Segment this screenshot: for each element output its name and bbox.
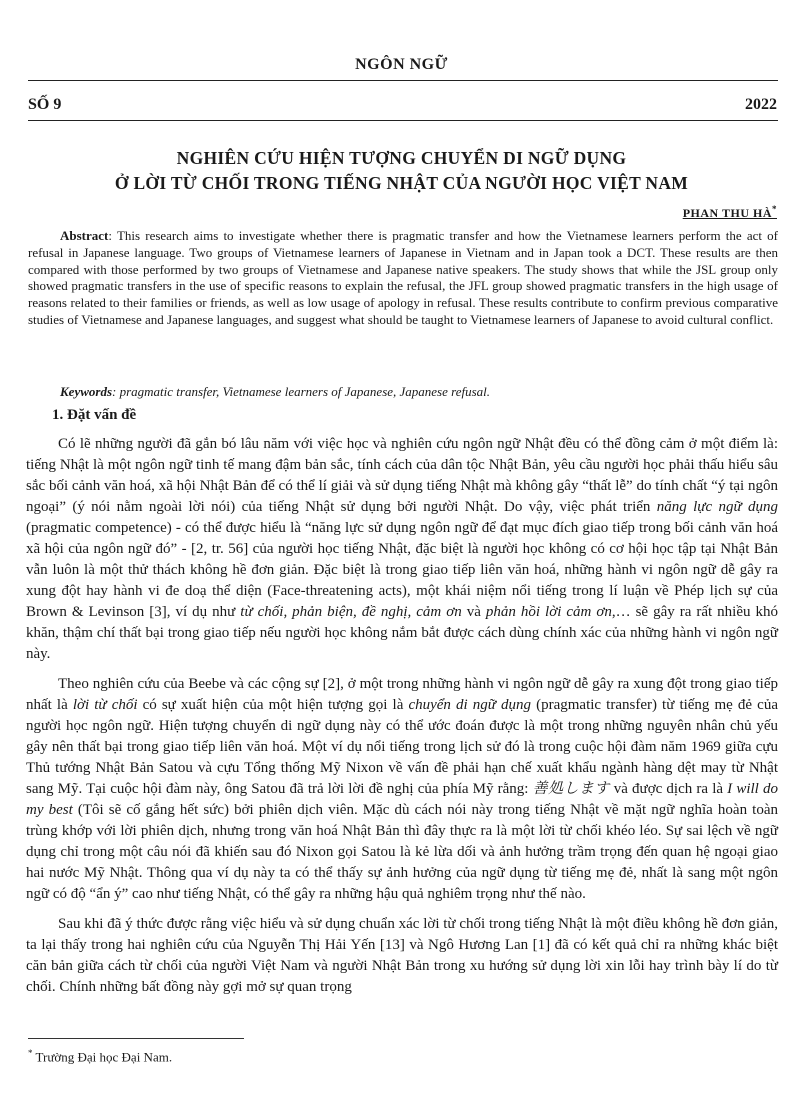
keywords-text: : pragmatic transfer, Vietnamese learners of Japanese, Japanese refusal.: [112, 384, 491, 399]
journal-name: NGÔN NGỮ: [355, 56, 448, 73]
p1-text-c: (pragmatic competence) - có thể được hiểu là “năng lực sử dụng ngôn ngữ để đạt mục đích giao tiếp trong bối cảnh văn hoá xã hội của ngôn ngữ đó” - [2, tr. 56] của người học tiếng Nhật, đặc biệt là người học không có cơ hội học tập tại Nhật Bản vẫn luôn là một thử thách không hề đơn giản. Đặc biệt là trong giao tiếp liên văn hoá, những hành vi ngôn ngữ dễ gây ra xung đột hay hành vi đe doạ thể diện (Face-threatening acts), một khái niệm nổi tiếng trong lí luận về Phép lịch sự của Brown & Levinson [3], ví dụ như: [26, 520, 778, 620]
p2-term-pragmatic-transfer: chuyển di ngữ dụng: [408, 697, 532, 713]
p2-translation: I will do my best: [26, 781, 778, 818]
p2-text-a: Theo nghiên cứu của Beebe và các cộng sự [2], ở một trong những hành vi ngôn ngữ dễ gây ra xung đột trong giao tiếp nhất là: [26, 676, 778, 713]
footnote-text: Trường Đại học Đại Nam.: [32, 1049, 173, 1065]
p2-text-c: có sự xuất hiện của một hiện tượng gọi là: [137, 697, 409, 713]
paragraph-2: [26, 674, 778, 905]
p2-text-f: và được dịch ra là: [609, 781, 728, 797]
title-line-1: NGHIÊN CỨU HIỆN TƯỢNG CHUYỂN DI NGỮ DỤNG: [176, 148, 627, 168]
header-rule-bottom: [28, 120, 778, 121]
keywords: [28, 384, 778, 401]
p1-term-pragmatic-competence: năng lực ngữ dụng: [656, 499, 778, 515]
p2-text-e: (pragmatic transfer) từ tiếng mẹ đẻ của người học ngôn ngữ. Hiện tượng chuyển di ngữ dụng này có thể ước đoán được là một trong những nguyên nhân chủ yếu gây nên thất bại trong giao tiếp liên văn hoá. Một ví dụ nổi tiếng trong lịch sử đó là trong cuộc hội đàm năm 1969 giữa cựu Thủ tướng Nhật Bản Satou và cựu Tổng thống Mỹ Nixon về vấn đề phải hạn chế xuất khẩu ngành hàng dệt may từ Nhật sang Mỹ. Tại cuộc hội đàm này, ông Satou đã trả lời lời đề nghị của phía Mỹ rằng:: [26, 697, 778, 797]
footnote: [28, 1048, 172, 1065]
p1-text-e: và: [461, 604, 486, 620]
abstract: [28, 228, 778, 329]
abstract-label: Abstract: [60, 228, 109, 243]
section-heading: 1. Đặt vấn đề: [52, 407, 137, 423]
p1-example-response: phản hồi lời cảm ơn: [485, 604, 612, 620]
paragraph-3: Sau khi đã ý thức được rằng việc hiểu và sử dụng chuẩn xác lời từ chối trong tiếng Nhật là một điều không hề đơn giản, ta lại thấy trong hai nghiên cứu của Nguyễn Thị Hải Yến [13] và Ngô Hương Lan [1] đã có kết quả chỉ ra những khác biệt căn bản giữa cách từ chối của người Việt Nam và người Nhật Bản trong xu hướng sử dụng lời xin lỗi hay trình bày lí do từ chối. Chính những bất đồng này gợi mở sự quan trọng: [26, 916, 778, 995]
article-title: [40, 146, 763, 196]
p1-text-a: Có lẽ những người đã gắn bó lâu năm với việc học và nghiên cứu ngôn ngữ Nhật đều có thể đồng cảm ở một điểm là: tiếng Nhật là một ngôn ngữ tinh tế mang đậm bản sắc, tính cách của dân tộc Nhật Bản, yêu cầu người học phải thấu hiểu sâu sắc bối cảnh văn hoá, xã hội Nhật Bản để có thể lí giải và sử dụng tiếng Nhật mà không gây “thất lễ” do tính chất “ý tại ngôn ngoại” (ý nói nằm ngoài lời nói) của tiếng Nhật sử dụng bởi người Nhật. Do vậy, việc phát triển: [26, 436, 778, 515]
author-text: PHAN THU HÀ: [682, 206, 772, 220]
paragraph-1: [26, 434, 778, 665]
p1-examples: từ chối, phản biện, đề nghị, cảm ơn: [240, 604, 462, 620]
issue-year: 2022: [745, 96, 777, 113]
footnote-mark: *: [28, 1048, 33, 1058]
header-rule-top: [28, 80, 778, 81]
footnote-rule: [28, 1038, 244, 1039]
p2-term-refusal: lời từ chối: [72, 697, 138, 713]
abstract-text: : This research aims to investigate whether there is pragmatic transfer and how the Vietnamese learners perform the act of refusal in Japanese language. Two groups of Vietnamese learners of Japanese in Vietnam and in Japan took a DCT. These results are then compared with those performed by two groups of Vietnamese and Japanese native speakers. The study shows that while the JSL group only showed pragmatic transfers in the use of specific reasons to explain the refusal, the JFL group showed pragmatic transfers in the high usage of reasons related to their families or friends, as well as low usage of apology in refusal. These results contribute to confirm previous comparative studies of Vietnamese and Japanese languages, and suggest what should be taught to Vietnamese learners of Japanese to avoid cultural conflict.: [28, 228, 778, 327]
keywords-label: Keywords: [60, 384, 112, 399]
p2-japanese-quote: 善処します: [532, 781, 610, 797]
p1-text-g: ,… sẽ gây ra rất nhiều khó khăn, thậm chí thất bại trong giao tiếp nếu người học không nắm bắt được cách dùng chính xác của những hành vi ngôn ngữ này.: [26, 604, 778, 662]
author-name: [683, 204, 777, 221]
issue-number: SỐ 9: [28, 96, 62, 113]
title-line-2: Ở LỜI TỪ CHỐI TRONG TIẾNG NHẬT CỦA NGƯỜI HỌC VIỆT NAM: [114, 173, 689, 193]
article-body: [26, 434, 778, 1007]
p2-text-h: (Tôi sẽ cố gắng hết sức) bởi phiên dịch viên. Mặc dù cách nói này trong tiếng Nhật về mặt ngữ nghĩa hoàn toàn trùng khớp với lời phiên dịch, nhưng trong văn hoá Nhật Bản thì đây thực ra là một lời từ chối khéo léo. Sự sai lệch về ngữ dụng chỉ trong một câu nói đã khiến sau đó Nixon gọi Satou là kẻ lừa dối và ảnh hưởng trầm trọng đến quan hệ ngoại giao hai nước Mỹ Nhật. Thông qua ví dụ này ta có thể thấy sự ảnh hưởng của ngữ dụng từ tiếng mẹ đẻ, nhất là sang một ngôn ngữ có độ “ẩn ý” cao như tiếng Nhật, có thể gây ra những hậu quả nghiêm trọng như thế nào.: [26, 802, 778, 902]
author-footnote-mark: *: [772, 204, 777, 214]
